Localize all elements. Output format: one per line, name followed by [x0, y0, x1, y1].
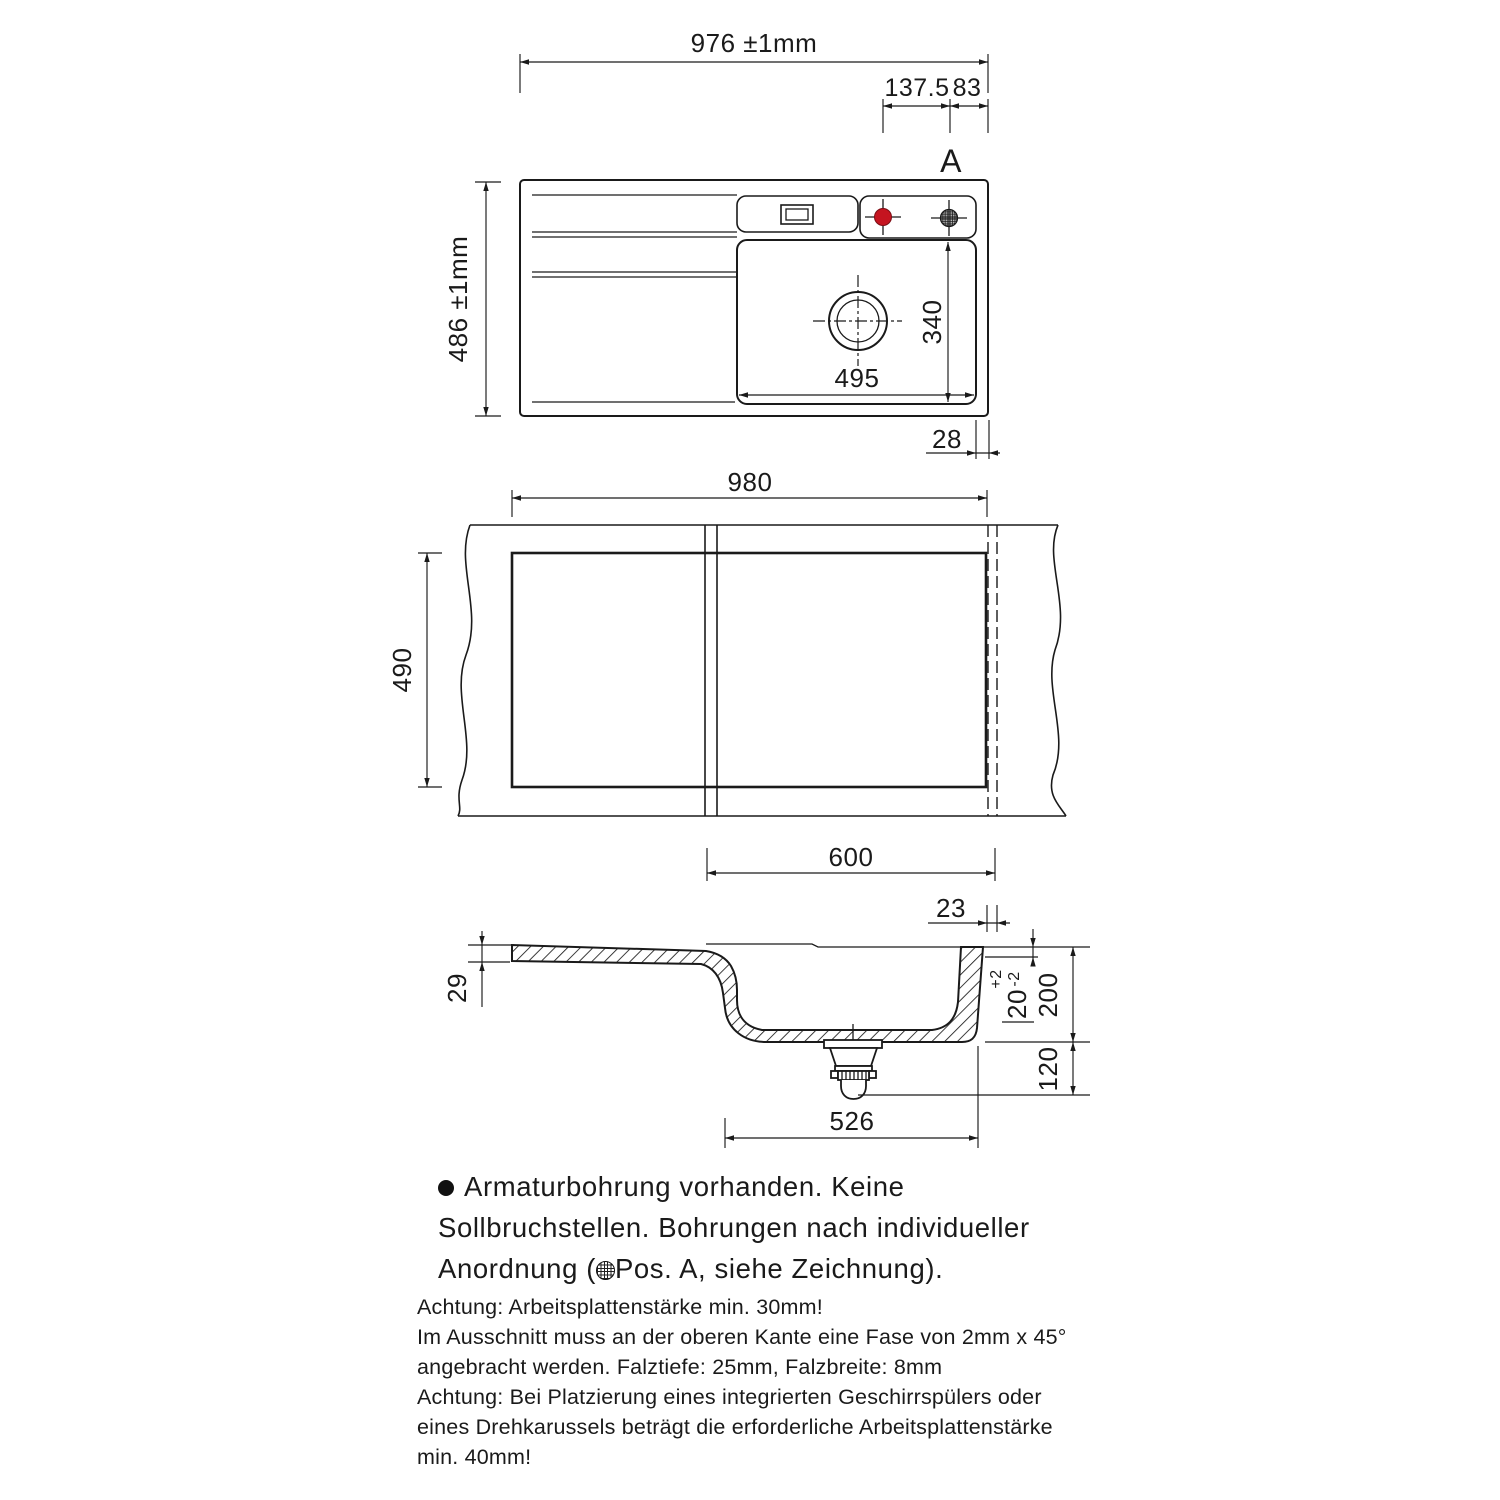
dim-ledge-depth-label: 20: [1002, 989, 1032, 1019]
tap-strip: [860, 196, 976, 238]
dim-edge-distance-label: 23: [936, 893, 966, 923]
primary-note-line3-prefix: Anordnung (: [438, 1253, 596, 1284]
sink-outline: [520, 180, 988, 416]
dim-overall-depth: [443, 182, 501, 416]
countertop-band: [458, 525, 1066, 816]
dim-ledge-tol-plus: +2: [988, 969, 1005, 989]
dim-basin-depth: [917, 242, 948, 402]
section-body: [512, 945, 983, 1042]
joint-lines: [705, 525, 717, 816]
position-a-label: A: [940, 143, 962, 179]
dim-hole-spacing-label: 137.5: [884, 74, 950, 102]
rim-back-edge: [706, 944, 961, 947]
dim-cutout-depth: [387, 553, 442, 787]
dim-overall-depth-label: 486 ±1mm: [443, 235, 473, 363]
dim-rim-offset-label: 28: [932, 424, 962, 454]
drain-icon: [813, 275, 902, 366]
filled-circle-icon: [438, 1180, 454, 1196]
pos-a-hatched-circle-icon: [596, 1261, 615, 1280]
dim-ledge-tol-minus: -2: [1006, 971, 1023, 987]
dim-cutout-width: [512, 467, 987, 517]
dim-rim-offset: [926, 420, 1000, 459]
primary-note-line1-text: Armaturbohrung vorhanden. Keine: [464, 1171, 905, 1202]
tap-hole-pos-a-icon: [931, 200, 967, 236]
top-view: [443, 28, 1000, 459]
dim-edge-distance: [928, 893, 1010, 932]
dim-bowl-depth: [983, 947, 1090, 1042]
dim-hole-spacing: [883, 74, 988, 133]
drainboard-grooves: [532, 195, 737, 402]
dim-basin-depth-label: 340: [917, 299, 947, 345]
overflow-tab: [737, 196, 858, 232]
dim-cutout-depth-label: 490: [387, 647, 417, 693]
dim-drain-clearance: [858, 1042, 1090, 1095]
dim-basin-width-label: 495: [834, 363, 880, 393]
secondary-note-line5: eines Drehkarussels beträgt die erforderliche Arbeitsplattenstärke: [417, 1415, 1053, 1439]
dim-ledge-depth: [985, 929, 1038, 1022]
dim-joint-distance-label: 600: [828, 842, 874, 872]
secondary-note-line2: Im Ausschnitt muss an der oberen Kante eine Fase von 2mm x 45°: [417, 1325, 1067, 1349]
dim-rim-height: [442, 931, 514, 1007]
primary-note-line1: [438, 1166, 1030, 1207]
dim-bowl-outer-width-label: 526: [829, 1106, 875, 1136]
primary-note-line3: [438, 1248, 1030, 1289]
primary-notes: [438, 1166, 1030, 1289]
cutout-outline: [512, 553, 986, 787]
secondary-notes: [417, 1292, 1067, 1472]
primary-note-line3-suffix: Pos. A, siehe Zeichnung).: [614, 1253, 944, 1284]
secondary-note-line4: Achtung: Bei Platzierung eines integrierten Geschirrspülers oder: [417, 1385, 1042, 1409]
secondary-note-line6: min. 40mm!: [417, 1445, 532, 1469]
secondary-note-line3: angebracht werden. Falztiefe: 25mm, Falzbreite: 8mm: [417, 1355, 943, 1379]
dim-drain-clearance-label: 120: [1033, 1046, 1063, 1092]
primary-note-line2: Sollbruchstellen. Bohrungen nach individueller: [438, 1212, 1030, 1243]
cutout-view: [387, 467, 1066, 932]
dim-joint-distance: [707, 842, 995, 881]
dim-rim-height-label: 29: [442, 973, 472, 1003]
tap-hole-red-icon: [865, 199, 901, 235]
dim-cutout-width-label: 980: [727, 467, 773, 497]
hidden-edge-lines: [988, 525, 997, 816]
dim-overall-width-label: 976 ±1mm: [690, 28, 818, 58]
secondary-note-line1: Achtung: Arbeitsplattenstärke min. 30mm!: [417, 1295, 823, 1319]
dim-hole-edge-label: 83: [952, 74, 982, 102]
dim-bowl-depth-label: 200: [1033, 972, 1063, 1018]
dim-basin-width: [739, 363, 974, 395]
section-view: [442, 929, 1090, 1148]
